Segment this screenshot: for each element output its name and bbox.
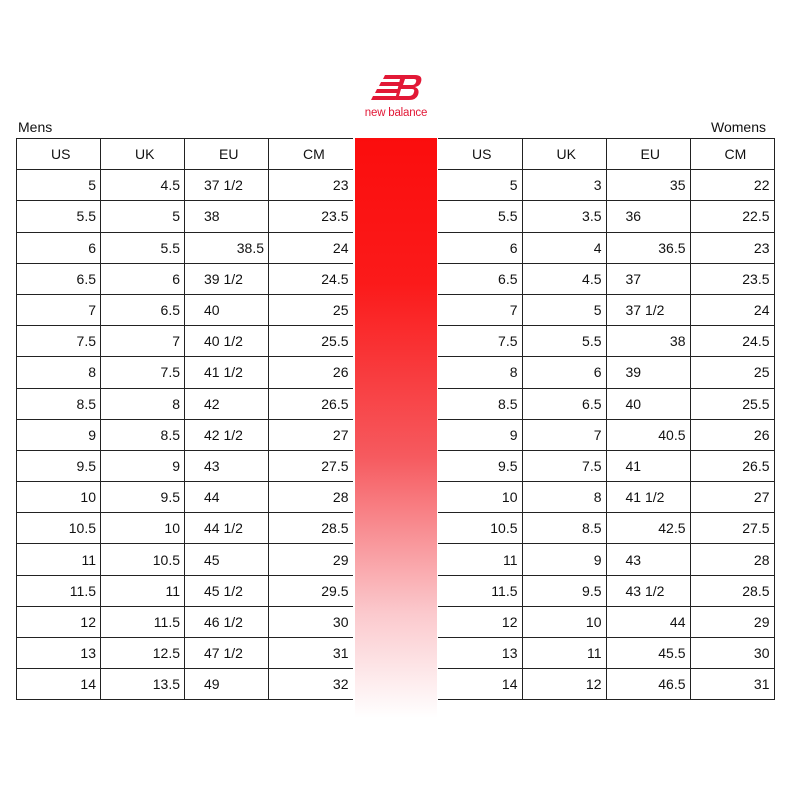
cell-eu: 35 (606, 170, 690, 201)
cell-uk: 4.5 (101, 170, 185, 201)
table-row (17, 357, 353, 388)
cell-eu: 37 1/2 (185, 170, 269, 201)
cell-us: 14 (438, 669, 522, 700)
table-row (17, 263, 353, 294)
cell-uk: 7 (101, 326, 185, 357)
cell-cm: 28 (690, 544, 774, 575)
table-row (17, 201, 353, 232)
cell-us: 5 (438, 170, 522, 201)
column-header-eu: EU (606, 139, 690, 170)
cell-uk: 4 (522, 232, 606, 263)
cell-us: 10 (17, 482, 101, 513)
cell-us: 5.5 (17, 201, 101, 232)
gradient-divider (355, 138, 437, 718)
cell-eu: 41 (606, 450, 690, 481)
cell-us: 11.5 (17, 575, 101, 606)
cell-cm: 22.5 (690, 201, 774, 232)
cell-eu: 42.5 (606, 513, 690, 544)
cell-us: 6 (17, 232, 101, 263)
table-row (438, 513, 774, 544)
table-row (438, 232, 774, 263)
cell-uk: 8 (101, 388, 185, 419)
cell-uk: 8 (522, 482, 606, 513)
cell-uk: 7.5 (101, 357, 185, 388)
cell-eu: 44 1/2 (185, 513, 269, 544)
cell-eu: 44 (185, 482, 269, 513)
cell-cm: 23 (269, 170, 353, 201)
cell-cm: 25 (690, 357, 774, 388)
cell-cm: 26 (690, 419, 774, 450)
column-header-eu: EU (185, 139, 269, 170)
cell-uk: 6.5 (522, 388, 606, 419)
cell-cm: 25.5 (269, 326, 353, 357)
cell-eu: 39 1/2 (185, 263, 269, 294)
cell-us: 8.5 (438, 388, 522, 419)
cell-cm: 30 (269, 606, 353, 637)
cell-cm: 24 (269, 232, 353, 263)
cell-eu: 45.5 (606, 638, 690, 669)
table-row (17, 232, 353, 263)
cell-cm: 30 (690, 638, 774, 669)
table-row (438, 326, 774, 357)
cell-uk: 5 (522, 294, 606, 325)
cell-us: 7 (17, 294, 101, 325)
cell-uk: 11 (522, 638, 606, 669)
table-row (17, 513, 353, 544)
cell-uk: 9.5 (101, 482, 185, 513)
cell-eu: 38 (185, 201, 269, 232)
cell-us: 10.5 (438, 513, 522, 544)
cell-eu: 43 (606, 544, 690, 575)
table-row (438, 388, 774, 419)
mens-size-table (16, 138, 353, 700)
cell-cm: 28 (269, 482, 353, 513)
table-row (17, 482, 353, 513)
cell-uk: 5 (101, 201, 185, 232)
cell-us: 5.5 (438, 201, 522, 232)
table-row (438, 170, 774, 201)
table-row (438, 544, 774, 575)
cell-uk: 5.5 (522, 326, 606, 357)
cell-us: 13 (17, 638, 101, 669)
cell-us: 12 (17, 606, 101, 637)
cell-cm: 25.5 (690, 388, 774, 419)
table-row (17, 638, 353, 669)
cell-us: 11 (17, 544, 101, 575)
nb-logo-icon (371, 73, 423, 105)
cell-eu: 38.5 (185, 232, 269, 263)
table-row (438, 638, 774, 669)
cell-eu: 40 1/2 (185, 326, 269, 357)
cell-us: 9.5 (438, 450, 522, 481)
cell-us: 13 (438, 638, 522, 669)
cell-cm: 24.5 (269, 263, 353, 294)
cell-cm: 26.5 (269, 388, 353, 419)
cell-eu: 42 (185, 388, 269, 419)
table-row (438, 669, 774, 700)
cell-uk: 10 (522, 606, 606, 637)
cell-uk: 10.5 (101, 544, 185, 575)
womens-label: Womens (711, 119, 766, 135)
cell-cm: 23.5 (269, 201, 353, 232)
cell-eu: 45 1/2 (185, 575, 269, 606)
cell-cm: 28.5 (690, 575, 774, 606)
cell-eu: 37 (606, 263, 690, 294)
cell-uk: 11.5 (101, 606, 185, 637)
cell-us: 6 (438, 232, 522, 263)
cell-us: 6.5 (17, 263, 101, 294)
cell-eu: 47 1/2 (185, 638, 269, 669)
cell-us: 7.5 (17, 326, 101, 357)
cell-uk: 9 (522, 544, 606, 575)
cell-cm: 28.5 (269, 513, 353, 544)
table-row (438, 419, 774, 450)
cell-uk: 7.5 (522, 450, 606, 481)
cell-eu: 40 (185, 294, 269, 325)
cell-eu: 38 (606, 326, 690, 357)
cell-eu: 40.5 (606, 419, 690, 450)
table-row (438, 201, 774, 232)
cell-us: 9 (17, 419, 101, 450)
table-row (17, 669, 353, 700)
cell-us: 14 (17, 669, 101, 700)
cell-uk: 8.5 (522, 513, 606, 544)
cell-eu: 37 1/2 (606, 294, 690, 325)
cell-cm: 24 (690, 294, 774, 325)
cell-cm: 23 (690, 232, 774, 263)
cell-uk: 8.5 (101, 419, 185, 450)
cell-us: 10 (438, 482, 522, 513)
cell-uk: 12 (522, 669, 606, 700)
column-header-uk: UK (522, 139, 606, 170)
cell-us: 8 (438, 357, 522, 388)
womens-size-table (438, 138, 775, 700)
cell-us: 12 (438, 606, 522, 637)
cell-uk: 9 (101, 450, 185, 481)
table-row (17, 544, 353, 575)
table-row (438, 450, 774, 481)
table-row (17, 294, 353, 325)
cell-us: 8 (17, 357, 101, 388)
cell-eu: 49 (185, 669, 269, 700)
cell-us: 11.5 (438, 575, 522, 606)
cell-eu: 39 (606, 357, 690, 388)
cell-eu: 41 1/2 (606, 482, 690, 513)
table-row (17, 388, 353, 419)
header-row (17, 139, 353, 170)
cell-us: 11 (438, 544, 522, 575)
cell-eu: 44 (606, 606, 690, 637)
header-row (438, 139, 774, 170)
cell-uk: 12.5 (101, 638, 185, 669)
cell-cm: 31 (690, 669, 774, 700)
cell-cm: 26.5 (690, 450, 774, 481)
cell-uk: 6 (101, 263, 185, 294)
cell-us: 7.5 (438, 326, 522, 357)
cell-cm: 24.5 (690, 326, 774, 357)
cell-uk: 9.5 (522, 575, 606, 606)
cell-us: 7 (438, 294, 522, 325)
cell-eu: 46 1/2 (185, 606, 269, 637)
cell-eu: 43 1/2 (606, 575, 690, 606)
cell-eu: 43 (185, 450, 269, 481)
column-header-uk: UK (101, 139, 185, 170)
cell-uk: 11 (101, 575, 185, 606)
cell-us: 5 (17, 170, 101, 201)
cell-cm: 26 (269, 357, 353, 388)
cell-uk: 6 (522, 357, 606, 388)
cell-us: 9 (438, 419, 522, 450)
cell-eu: 42 1/2 (185, 419, 269, 450)
cell-uk: 3.5 (522, 201, 606, 232)
cell-eu: 41 1/2 (185, 357, 269, 388)
table-row (17, 450, 353, 481)
table-row (438, 606, 774, 637)
table-row (17, 326, 353, 357)
cell-cm: 27 (690, 482, 774, 513)
cell-cm: 27.5 (690, 513, 774, 544)
cell-eu: 45 (185, 544, 269, 575)
table-row (17, 419, 353, 450)
table-row (17, 170, 353, 201)
brand-name: new balance (364, 107, 428, 119)
table-row (438, 575, 774, 606)
mens-label: Mens (18, 119, 53, 135)
cell-cm: 32 (269, 669, 353, 700)
column-header-us: US (438, 139, 522, 170)
cell-uk: 10 (101, 513, 185, 544)
cell-us: 8.5 (17, 388, 101, 419)
column-header-us: US (17, 139, 101, 170)
table-row (438, 263, 774, 294)
cell-cm: 27.5 (269, 450, 353, 481)
cell-cm: 31 (269, 638, 353, 669)
table-row (438, 294, 774, 325)
cell-eu: 36.5 (606, 232, 690, 263)
cell-uk: 13.5 (101, 669, 185, 700)
cell-cm: 29.5 (269, 575, 353, 606)
table-row (17, 606, 353, 637)
cell-cm: 29 (690, 606, 774, 637)
cell-eu: 40 (606, 388, 690, 419)
column-header-cm: CM (269, 139, 353, 170)
cell-us: 10.5 (17, 513, 101, 544)
brand-logo (353, 73, 439, 123)
cell-cm: 27 (269, 419, 353, 450)
cell-eu: 36 (606, 201, 690, 232)
cell-uk: 6.5 (101, 294, 185, 325)
table-row (438, 357, 774, 388)
cell-cm: 23.5 (690, 263, 774, 294)
cell-eu: 46.5 (606, 669, 690, 700)
cell-cm: 25 (269, 294, 353, 325)
cell-uk: 3 (522, 170, 606, 201)
cell-us: 9.5 (17, 450, 101, 481)
column-header-cm: CM (690, 139, 774, 170)
cell-uk: 5.5 (101, 232, 185, 263)
cell-cm: 29 (269, 544, 353, 575)
cell-cm: 22 (690, 170, 774, 201)
cell-us: 6.5 (438, 263, 522, 294)
table-row (17, 575, 353, 606)
table-row (438, 482, 774, 513)
cell-uk: 7 (522, 419, 606, 450)
cell-uk: 4.5 (522, 263, 606, 294)
